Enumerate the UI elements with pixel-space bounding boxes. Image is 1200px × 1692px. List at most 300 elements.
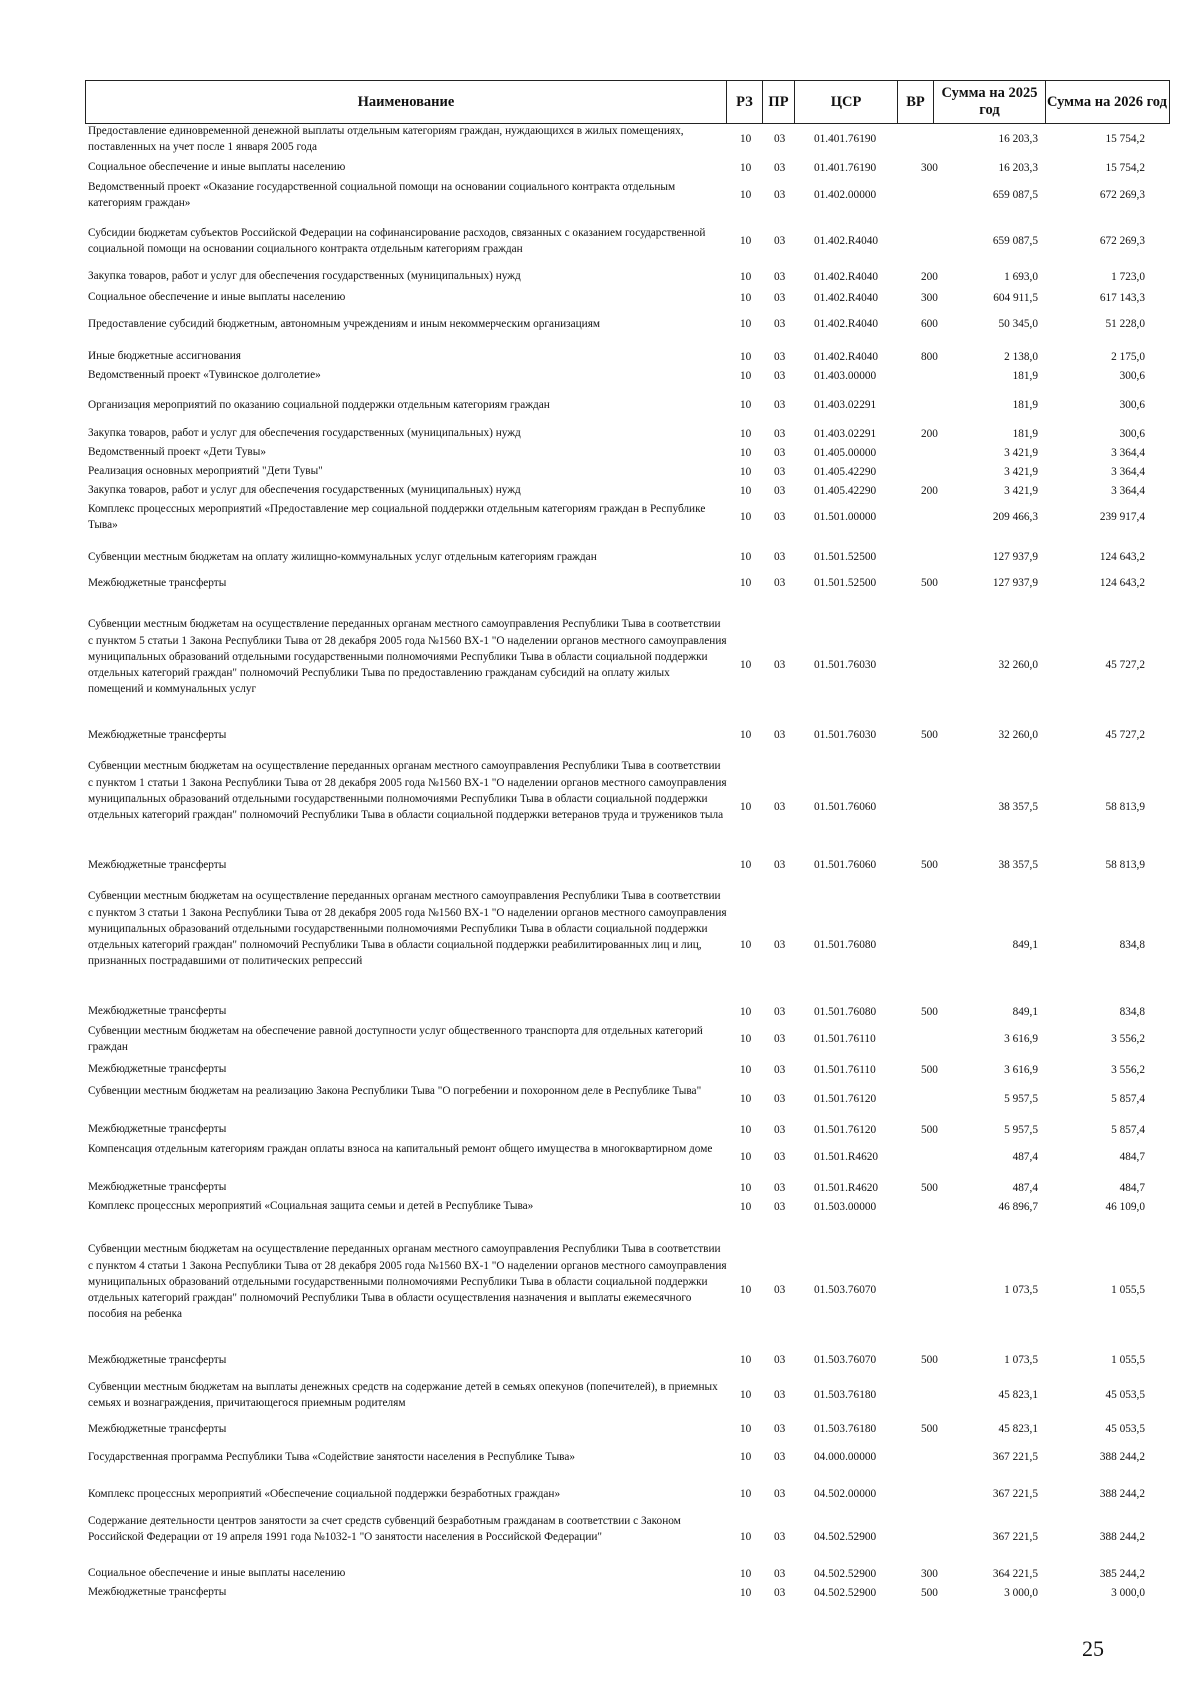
table-row [0, 314, 1200, 334]
row-vr: 500 [921, 1354, 938, 1366]
row-name: Содержание деятельности центров занятости за счет средств субвенций безработным гражданам в соответствии с Законом Российской Федерации от 19 апреля 1991 года №1032-1 "О занятости населения в Российской Федерации" [88, 1514, 681, 1543]
row-pr: 03 [774, 427, 786, 440]
row-sum-2025: 3 616,9 [1004, 1033, 1038, 1045]
row-pr: 03 [774, 1284, 786, 1296]
row-csr: 01.402.R4040 [814, 318, 879, 330]
table-row [0, 289, 1200, 306]
row-name: Субвенции местным бюджетам на оплату жилищно-коммунальных услуг отдельным категориям граждан [88, 550, 597, 563]
table-row [0, 855, 1200, 875]
row-sum-2025: 659 087,5 [992, 189, 1038, 201]
table-row [0, 1179, 1200, 1196]
row-csr: 01.501.76030 [814, 659, 877, 671]
table-row [0, 179, 1200, 211]
table-row [0, 547, 1200, 567]
row-rz: 10 [740, 1586, 752, 1599]
row-csr: 01.403.00000 [814, 369, 877, 382]
row-vr: 500 [921, 1063, 938, 1076]
row-sum-2025: 5 957,5 [1004, 1093, 1038, 1105]
row-pr: 03 [774, 133, 786, 145]
row-pr: 03 [774, 1531, 786, 1543]
row-name: Государственная программа Республики Тыва «Содействие занятости населения в Республике Тыва» [88, 1450, 576, 1463]
table-row [0, 725, 1200, 745]
table-row [0, 573, 1200, 593]
row-rz: 10 [740, 291, 752, 304]
row-name: Субвенции местным бюджетам на осуществление переданных органам местного самоуправления Республики Тыва в соответствии с пунктом 4 статьи 1 Закона Республики Тыва от 28 декабря 2005 года №1560 ВХ-1 "О наделении органов местного самоуправления муниципальных образований отдельными государственными полномочиями Республики Тыва в области социальной поддержки отдельных категорий граждан" полномочий Республики Тыва в области осуществления назначения и выплаты ежемесячного пособия на ребенка [88, 1243, 727, 1321]
row-sum-2026: 300,6 [1119, 427, 1145, 440]
row-sum-2025: 364 221,5 [992, 1567, 1038, 1580]
row-name: Межбюджетные трансферты [88, 1123, 227, 1136]
table-row [0, 615, 1200, 715]
row-name: Субвенции местным бюджетам на осуществление переданных органам местного самоуправления Республики Тыва в соответствии с пунктом 5 статьи 1 Закона Республики Тыва от 28 декабря 2005 года №1560 ВХ-1 "О наделении органов местного самоуправления муниципальных образований отдельными государственными полномочиями Республики Тыва в области социальной поддержки отдельных категорий граждан" полномочий Республики Тыва по предоставлению гражданам субсидий на оплату жилых помещений и коммунальных услуг [88, 618, 727, 696]
header-sum-2026: Сумма на 2026 год [1045, 81, 1168, 123]
row-name: Иные бюджетные ассигнования [88, 350, 241, 363]
table-row [0, 501, 1200, 533]
row-sum-2025: 38 357,5 [998, 801, 1038, 813]
row-pr: 03 [774, 1423, 786, 1435]
row-pr: 03 [774, 270, 786, 283]
row-rz: 10 [740, 729, 752, 741]
row-csr: 04.000.00000 [814, 1451, 877, 1463]
row-name: Межбюджетные трансферты [88, 1063, 227, 1076]
page-number: 25 [1082, 1636, 1104, 1661]
row-csr: 01.501.76110 [814, 1033, 876, 1045]
row-name: Субвенции местным бюджетам на выплаты денежных средств на содержание детей в семьях опекунов (попечителей), в приемных семьях и вознаграждения, причитающегося приемным родителям [88, 1380, 718, 1409]
row-sum-2025: 1 073,5 [1004, 1284, 1038, 1296]
row-name: Межбюджетные трансферты [88, 1181, 227, 1194]
row-csr: 01.501.76120 [814, 1093, 877, 1105]
row-pr: 03 [774, 1123, 786, 1136]
row-name: Предоставление субсидий бюджетным, автономным учреждениям и иным некоммерческим организациям [88, 317, 601, 330]
row-pr: 03 [774, 369, 786, 382]
table-row [0, 159, 1200, 176]
row-sum-2026: 46 109,0 [1105, 1200, 1145, 1213]
row-rz: 10 [740, 1151, 752, 1163]
table-row [0, 1419, 1200, 1439]
row-csr: 01.402.R4040 [814, 235, 879, 247]
table-row [0, 1350, 1200, 1370]
row-rz: 10 [740, 369, 752, 382]
row-rz: 10 [740, 350, 752, 363]
row-rz: 10 [740, 1200, 752, 1213]
row-sum-2026: 45 053,5 [1105, 1389, 1145, 1401]
row-csr: 01.401.76190 [814, 161, 877, 174]
row-csr: 01.501.76080 [814, 939, 877, 951]
row-name: Субвенции местным бюджетам на реализацию Закона Республики Тыва "О погребении и похоронном деле в Республике Тыва" [88, 1084, 702, 1097]
table-row [0, 1240, 1200, 1340]
row-vr: 200 [921, 270, 938, 283]
row-sum-2025: 38 357,5 [998, 859, 1038, 871]
table-row [0, 425, 1200, 442]
row-name: Субвенции местным бюджетам на осуществление переданных органам местного самоуправления Республики Тыва в соответствии с пунктом 1 статьи 1 Закона Республики Тыва от 28 декабря 2005 года №1560 ВХ-1 "О наделении органов местного самоуправления муниципальных образований отдельными государственными полномочиями Республики Тыва в области социальной поддержки отдельных категорий граждан" полномочий Республики Тыва в области социальной поддержки ветеранов труда и тружеников тыла [88, 760, 727, 821]
row-csr: 04.502.52900 [814, 1567, 877, 1580]
row-rz: 10 [740, 427, 752, 440]
row-csr: 04.502.52900 [814, 1531, 877, 1543]
row-rz: 10 [740, 511, 752, 523]
row-sum-2026: 300,6 [1119, 399, 1145, 411]
row-vr: 500 [921, 1005, 938, 1018]
table-row [0, 268, 1200, 285]
row-sum-2026: 45 727,2 [1105, 659, 1145, 671]
row-sum-2026: 1 723,0 [1111, 270, 1145, 283]
row-rz: 10 [740, 235, 752, 247]
table-row [0, 1565, 1200, 1582]
row-pr: 03 [774, 1005, 786, 1018]
table-row [0, 1584, 1200, 1601]
row-name: Субвенции местным бюджетам на обеспечение равной доступности услуг общественного транспорта для отдельных категорий граждан [88, 1024, 703, 1053]
row-sum-2025: 3 616,9 [1004, 1063, 1038, 1076]
row-sum-2025: 604 911,5 [993, 291, 1038, 304]
row-sum-2025: 659 087,5 [992, 235, 1038, 247]
row-sum-2025: 3 000,0 [1004, 1586, 1038, 1599]
row-rz: 10 [740, 1389, 752, 1401]
row-csr: 01.403.02291 [814, 427, 877, 440]
row-csr: 01.501.76080 [814, 1005, 877, 1018]
row-sum-2026: 617 143,3 [1099, 291, 1145, 304]
row-pr: 03 [774, 939, 786, 951]
row-sum-2025: 46 896,7 [998, 1200, 1038, 1213]
row-csr: 01.501.76060 [814, 859, 877, 871]
row-rz: 10 [740, 577, 752, 589]
row-pr: 03 [774, 1567, 786, 1580]
row-sum-2026: 388 244,2 [1099, 1451, 1145, 1463]
row-name: Межбюджетные трансферты [88, 1353, 227, 1366]
row-sum-2025: 16 203,3 [998, 161, 1038, 174]
row-rz: 10 [740, 133, 752, 145]
row-rz: 10 [740, 1423, 752, 1435]
row-name: Закупка товаров, работ и услуг для обеспечения государственных (муниципальных) нужд [88, 484, 521, 497]
row-pr: 03 [774, 859, 786, 871]
row-name: Межбюджетные трансферты [88, 1422, 227, 1435]
row-rz: 10 [740, 939, 752, 951]
row-pr: 03 [774, 1151, 786, 1163]
row-pr: 03 [774, 1200, 786, 1213]
row-sum-2026: 58 813,9 [1105, 859, 1145, 871]
row-sum-2026: 51 228,0 [1105, 318, 1145, 330]
row-sum-2025: 849,1 [1012, 1005, 1038, 1018]
table-row [0, 887, 1200, 1003]
row-pr: 03 [774, 399, 786, 411]
table-row [0, 1198, 1200, 1215]
row-sum-2025: 32 260,0 [998, 729, 1038, 741]
row-pr: 03 [774, 291, 786, 304]
table-row [0, 1082, 1200, 1116]
header-sum-2025: Сумма на 2025 год [933, 81, 1045, 123]
table-row [0, 1140, 1200, 1174]
row-sum-2026: 58 813,9 [1105, 801, 1145, 813]
row-pr: 03 [774, 1354, 786, 1366]
row-name: Ведомственный проект «Оказание государственной социальной помощи на основании социального контракта отдельным категориям граждан» [88, 181, 676, 210]
row-csr: 01.501.R4620 [814, 1181, 879, 1194]
row-pr: 03 [774, 729, 786, 741]
table-row [0, 1061, 1200, 1078]
row-sum-2025: 50 345,0 [998, 318, 1038, 330]
row-vr: 500 [921, 1123, 938, 1136]
row-csr: 01.503.00000 [814, 1200, 877, 1213]
row-rz: 10 [740, 1451, 752, 1463]
row-rz: 10 [740, 1567, 752, 1580]
row-pr: 03 [774, 350, 786, 363]
row-sum-2025: 3 421,9 [1004, 484, 1038, 497]
row-rz: 10 [740, 1033, 752, 1045]
row-sum-2025: 2 138,0 [1004, 350, 1038, 363]
row-rz: 10 [740, 859, 752, 871]
row-csr: 01.501.00000 [814, 511, 877, 523]
row-name: Межбюджетные трансферты [88, 1586, 227, 1599]
row-pr: 03 [774, 1181, 786, 1194]
row-sum-2025: 181,9 [1012, 369, 1038, 382]
row-name: Закупка товаров, работ и услуг для обеспечения государственных (муниципальных) нужд [88, 427, 521, 440]
row-name: Субвенции местным бюджетам на осуществление переданных органам местного самоуправления Республики Тыва в соответствии с пунктом 3 статьи 1 Закона Республики Тыва от 28 декабря 2005 года №1560 ВХ-1 "О наделении органов местного самоуправления муниципальных образований отдельными государственными полномочиями Республики Тыва в области социальной поддержки отдельных категорий граждан" полномочий Республики Тыва в области социальной поддержки реабилитированных лиц и лиц, признанных пострадавшими от политических репрессий [88, 890, 727, 968]
row-sum-2026: 300,6 [1119, 369, 1145, 382]
row-rz: 10 [740, 1531, 752, 1543]
row-rz: 10 [740, 659, 752, 671]
row-csr: 01.503.76180 [814, 1389, 877, 1401]
row-rz: 10 [740, 318, 752, 330]
row-sum-2025: 849,1 [1012, 939, 1038, 951]
row-sum-2025: 487,4 [1012, 1151, 1038, 1163]
row-pr: 03 [774, 1389, 786, 1401]
table-row [0, 463, 1200, 480]
table-row [0, 444, 1200, 461]
row-sum-2026: 834,8 [1119, 939, 1145, 951]
row-name: Социальное обеспечение и иные выплаты населению [88, 161, 346, 174]
row-sum-2026: 45 053,5 [1105, 1423, 1145, 1435]
row-vr: 500 [921, 859, 938, 871]
row-sum-2026: 5 857,4 [1111, 1093, 1145, 1105]
row-csr: 01.501.52500 [814, 577, 877, 589]
row-vr: 200 [921, 427, 938, 440]
row-sum-2026: 124 643,2 [1099, 551, 1145, 563]
row-csr: 01.402.R4040 [814, 350, 879, 363]
row-sum-2026: 3 556,2 [1111, 1063, 1145, 1076]
row-csr: 01.501.76060 [814, 801, 877, 813]
header-vr: ВР [897, 81, 933, 123]
row-rz: 10 [740, 1181, 752, 1194]
row-rz: 10 [740, 1123, 752, 1136]
row-csr: 01.405.00000 [814, 446, 877, 459]
row-rz: 10 [740, 399, 752, 411]
row-sum-2025: 367 221,5 [992, 1531, 1038, 1543]
row-sum-2026: 672 269,3 [1099, 189, 1145, 201]
row-sum-2026: 45 727,2 [1105, 729, 1145, 741]
row-csr: 01.403.02291 [814, 399, 877, 411]
row-name: Социальное обеспечение и иные выплаты населению [88, 1567, 346, 1580]
table-row [0, 1121, 1200, 1138]
row-sum-2026: 124 643,2 [1099, 577, 1145, 589]
row-pr: 03 [774, 235, 786, 247]
row-vr: 500 [921, 729, 938, 741]
row-pr: 03 [774, 318, 786, 330]
row-name: Ведомственный проект «Тувинское долголетие» [88, 369, 321, 382]
row-rz: 10 [740, 270, 752, 283]
row-name: Организация мероприятий по оказанию социальной поддержки отдельным категориям граждан [88, 398, 550, 411]
row-vr: 300 [921, 1567, 938, 1580]
row-pr: 03 [774, 1063, 786, 1076]
row-name: Субсидии бюджетам субъектов Российской Федерации на софинансирование расходов, связанных с оказанием государственной социальной помощи на основании социального контракта отдельным категориям граждан [88, 227, 706, 256]
header-rz: РЗ [726, 81, 762, 123]
row-sum-2026: 388 244,2 [1099, 1488, 1145, 1500]
row-sum-2025: 181,9 [1012, 427, 1038, 440]
row-sum-2025: 367 221,5 [992, 1488, 1038, 1500]
row-sum-2025: 367 221,5 [992, 1451, 1038, 1463]
row-rz: 10 [740, 1005, 752, 1018]
row-sum-2025: 45 823,1 [998, 1389, 1038, 1401]
table-row [0, 395, 1200, 415]
row-name: Закупка товаров, работ и услуг для обеспечения государственных (муниципальных) нужд [88, 270, 521, 283]
row-sum-2025: 5 957,5 [1004, 1123, 1038, 1136]
row-rz: 10 [740, 484, 752, 497]
row-pr: 03 [774, 465, 786, 478]
row-name: Межбюджетные трансферты [88, 728, 227, 741]
row-csr: 01.503.76070 [814, 1284, 877, 1296]
header-csr: ЦСР [794, 81, 897, 123]
row-pr: 03 [774, 1033, 786, 1045]
row-sum-2026: 3 000,0 [1111, 1586, 1145, 1599]
row-sum-2026: 385 244,2 [1099, 1567, 1145, 1580]
row-sum-2025: 127 937,9 [992, 551, 1038, 563]
table-row [0, 348, 1200, 365]
row-vr: 200 [921, 484, 938, 497]
row-rz: 10 [740, 1063, 752, 1076]
row-sum-2026: 834,8 [1119, 1005, 1145, 1018]
row-sum-2025: 1 073,5 [1004, 1354, 1038, 1366]
row-csr: 01.501.R4620 [814, 1151, 879, 1163]
row-name: Социальное обеспечение и иные выплаты населению [88, 291, 346, 304]
row-csr: 01.402.R4040 [814, 270, 879, 283]
row-rz: 10 [740, 801, 752, 813]
row-pr: 03 [774, 1451, 786, 1463]
row-pr: 03 [774, 551, 786, 563]
table-header [85, 80, 1170, 124]
row-csr: 01.501.76120 [814, 1123, 877, 1136]
row-csr: 01.402.R4040 [814, 291, 879, 304]
row-rz: 10 [740, 189, 752, 201]
row-rz: 10 [740, 1284, 752, 1296]
row-sum-2025: 3 421,9 [1004, 446, 1038, 459]
row-name: Комплекс процессных мероприятий «Обеспечение социальной поддержки безработных граждан» [88, 1487, 561, 1500]
row-sum-2026: 3 364,4 [1111, 465, 1145, 478]
row-rz: 10 [740, 1093, 752, 1105]
row-vr: 600 [921, 318, 938, 330]
row-sum-2026: 15 754,2 [1105, 161, 1145, 174]
row-csr: 01.501.52500 [814, 551, 877, 563]
row-name: Комплекс процессных мероприятий «Предоставление мер социальной поддержки отдельным категориям граждан в Республике Тыва» [88, 503, 706, 532]
row-sum-2026: 388 244,2 [1099, 1531, 1145, 1543]
row-pr: 03 [774, 161, 786, 174]
row-sum-2025: 45 823,1 [998, 1423, 1038, 1435]
row-pr: 03 [774, 577, 786, 589]
row-pr: 03 [774, 446, 786, 459]
row-pr: 03 [774, 511, 786, 523]
row-vr: 800 [921, 350, 938, 363]
row-vr: 500 [921, 577, 938, 589]
row-pr: 03 [774, 1093, 786, 1105]
row-pr: 03 [774, 484, 786, 497]
row-sum-2025: 1 693,0 [1004, 270, 1038, 283]
table-row [0, 482, 1200, 499]
row-sum-2025: 32 260,0 [998, 659, 1038, 671]
row-sum-2026: 15 754,2 [1105, 133, 1145, 145]
row-name: Реализация основных мероприятий "Дети Тувы" [88, 465, 323, 478]
row-sum-2025: 16 203,3 [998, 133, 1038, 145]
header-pr: ПР [762, 81, 794, 123]
table-row [0, 123, 1200, 155]
row-vr: 500 [921, 1181, 938, 1194]
row-pr: 03 [774, 1488, 786, 1500]
row-rz: 10 [740, 551, 752, 563]
row-csr: 04.502.52900 [814, 1586, 877, 1599]
row-pr: 03 [774, 659, 786, 671]
row-vr: 300 [921, 291, 938, 304]
row-sum-2025: 181,9 [1012, 399, 1038, 411]
row-sum-2026: 3 364,4 [1111, 484, 1145, 497]
row-csr: 04.502.00000 [814, 1488, 877, 1500]
row-name: Компенсация отдельным категориям граждан оплаты взноса на капитальный ремонт общего имущества в многоквартирном доме [88, 1142, 713, 1155]
row-rz: 10 [740, 446, 752, 459]
table-row [0, 757, 1200, 857]
table-row [0, 225, 1200, 257]
row-vr: 300 [921, 161, 938, 174]
row-sum-2026: 1 055,5 [1111, 1354, 1145, 1366]
row-name: Комплекс процессных мероприятий «Социальная защита семьи и детей в Республике Тыва» [88, 1200, 534, 1213]
row-name: Межбюджетные трансферты [88, 1005, 227, 1018]
row-sum-2026: 484,7 [1119, 1181, 1145, 1194]
row-pr: 03 [774, 189, 786, 201]
row-name: Межбюджетные трансферты [88, 858, 227, 871]
row-csr: 01.503.76070 [814, 1354, 877, 1366]
table-row [0, 367, 1200, 384]
row-sum-2026: 2 175,0 [1111, 350, 1145, 363]
table-row [0, 1447, 1200, 1467]
row-sum-2026: 5 857,4 [1111, 1123, 1145, 1136]
header-name: Наименование [357, 93, 455, 110]
row-csr: 01.501.76110 [814, 1063, 876, 1076]
row-sum-2025: 487,4 [1012, 1181, 1038, 1194]
row-sum-2026: 484,7 [1119, 1151, 1145, 1163]
row-sum-2025: 3 421,9 [1004, 465, 1038, 478]
row-pr: 03 [774, 801, 786, 813]
table-row [0, 1512, 1200, 1562]
row-name: Ведомственный проект «Дети Тувы» [88, 446, 266, 459]
table-row [0, 1003, 1200, 1020]
row-name: Межбюджетные трансферты [88, 576, 227, 589]
row-vr: 500 [921, 1423, 938, 1435]
row-name: Предоставление единовременной денежной выплаты отдельным категориям граждан, нуждающихся в жилых помещениях, поставленных на учет после 1 января 2005 года [88, 125, 684, 154]
row-sum-2025: 209 466,3 [992, 511, 1038, 523]
row-rz: 10 [740, 465, 752, 478]
row-sum-2025: 127 937,9 [992, 577, 1038, 589]
row-pr: 03 [774, 1586, 786, 1599]
row-rz: 10 [740, 1488, 752, 1500]
row-rz: 10 [740, 1354, 752, 1366]
row-csr: 01.503.76180 [814, 1423, 877, 1435]
row-csr: 01.405.42290 [814, 465, 877, 478]
row-vr: 500 [921, 1586, 938, 1599]
row-sum-2026: 239 917,4 [1099, 511, 1145, 523]
table-row [0, 1484, 1200, 1504]
row-csr: 01.405.42290 [814, 484, 877, 497]
row-sum-2026: 3 364,4 [1111, 446, 1145, 459]
row-sum-2026: 1 055,5 [1111, 1284, 1145, 1296]
row-csr: 01.402.00000 [814, 189, 877, 201]
row-sum-2026: 672 269,3 [1099, 235, 1145, 247]
table-row [0, 1378, 1200, 1412]
row-csr: 01.501.76030 [814, 729, 877, 741]
row-csr: 01.401.76190 [814, 133, 877, 145]
row-sum-2026: 3 556,2 [1111, 1033, 1145, 1045]
row-rz: 10 [740, 161, 752, 174]
table-row [0, 1022, 1200, 1056]
